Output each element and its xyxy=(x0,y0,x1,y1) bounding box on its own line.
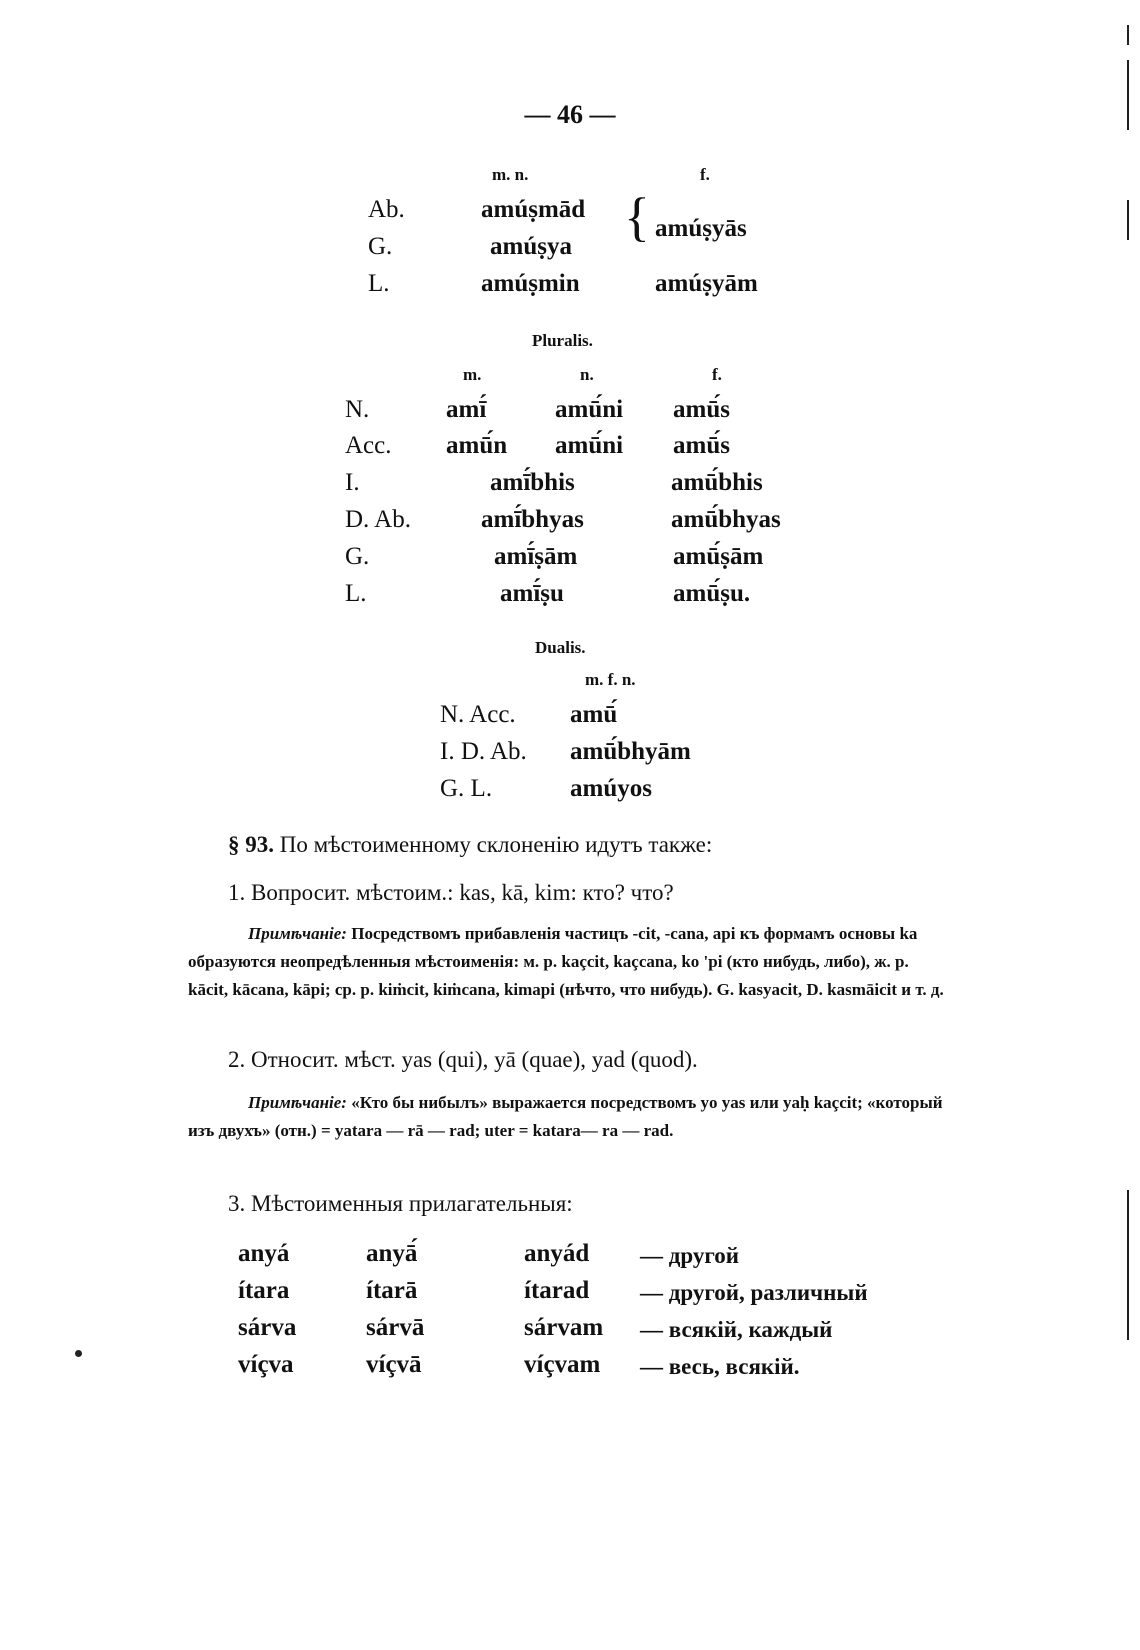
margin-mark xyxy=(1127,25,1129,45)
adj-m: víçva xyxy=(238,1351,294,1378)
note-text: Посредствомъ прибавленія частицъ -cit, -cana, api къ формамъ основы ka образуются неопредѣленныя мѣстоименія: м. р. kaçcit, kaçcana, ko 'pi (кто нибудь, либо), ж. р. kācit, kācana, kāpi; ср. р. kiṁcit, kiṁcana, kimapi (нѣчто, что нибудь). G. kasyacit, D. kasmāicit и т. д. xyxy=(188,924,944,999)
case-label: Ab. xyxy=(368,196,405,223)
form-mn: amúṣmin xyxy=(481,270,580,297)
adj-n: ítarad xyxy=(524,1277,590,1304)
case-label: G. xyxy=(368,233,393,260)
adj-f: sárvā xyxy=(366,1314,425,1341)
pluralis-title: Pluralis. xyxy=(532,331,593,350)
margin-mark xyxy=(1127,1190,1129,1340)
case-label: N. Acc. xyxy=(440,701,516,728)
form-f-shared: amúṣyās xyxy=(655,215,747,242)
form-f: amū́bhis xyxy=(671,469,763,496)
form-f: amū́s xyxy=(673,432,730,459)
adj-n: sárvam xyxy=(524,1314,604,1341)
section-number: § 93. xyxy=(228,832,274,857)
adj-n: anyád xyxy=(524,1240,590,1267)
form-f: amū́s xyxy=(673,396,730,423)
adj-m: sárva xyxy=(238,1314,297,1341)
form-mn: amī́ṣu xyxy=(500,580,564,607)
adj-gloss: — другой xyxy=(640,1243,739,1268)
form-mn: amúṣya xyxy=(490,233,572,260)
case-label: L. xyxy=(368,270,390,297)
margin-mark xyxy=(1127,200,1129,240)
dualis-col-headers: m. f. n. xyxy=(585,670,636,689)
col-header-f: f. xyxy=(712,365,722,384)
form-m: amī́ xyxy=(446,396,487,423)
form-mn: amúṣmād xyxy=(481,196,586,223)
adj-m: ítara xyxy=(238,1277,290,1304)
form-n: amū́ni xyxy=(555,432,624,459)
form-m: amū́n xyxy=(446,432,508,459)
item-1: 1. Вопросит. мѣстоим.: kas, kā, kim: кто? что? xyxy=(228,880,674,905)
form-f: amúṣyām xyxy=(655,270,758,297)
form: amū́ xyxy=(570,701,618,728)
note-2 xyxy=(188,1089,948,1145)
form-f: amū́ṣām xyxy=(673,543,764,570)
form-mn: amī́bhyas xyxy=(481,506,584,533)
note-1 xyxy=(188,920,948,1004)
case-label: I. xyxy=(345,469,360,496)
form-mn: amī́ṣām xyxy=(494,543,578,570)
item-2: 2. Относит. мѣст. yas (qui), yā (quae), yad (quod). xyxy=(228,1047,698,1072)
adj-f: ítarā xyxy=(366,1277,418,1304)
item-3: 3. Мѣстоименныя прилагательныя: xyxy=(228,1191,573,1216)
note-label: Примѣчаніе: xyxy=(248,924,347,943)
adj-m: anyá xyxy=(238,1240,290,1267)
col-header-n: n. xyxy=(580,365,594,384)
margin-dot xyxy=(75,1350,82,1357)
form-n: amū́ni xyxy=(555,396,624,423)
note-text: «Кто бы нибылъ» выражается посредствомъ yo yas или yaḥ kaçcit; «который изъ двухъ» (отн.) = yatara — rā — rad; uter = katara— ra — rad. xyxy=(188,1093,943,1140)
form-mn: amī́bhis xyxy=(490,469,575,496)
case-label: L. xyxy=(345,580,367,607)
page-number: — 46 — xyxy=(524,100,616,129)
note-label: Примѣчаніе: xyxy=(248,1093,347,1112)
form-f: amū́ṣu. xyxy=(673,580,751,607)
adj-gloss: — другой, различный xyxy=(640,1280,868,1305)
form-f: amū́bhyas xyxy=(671,506,781,533)
case-label: N. xyxy=(345,396,370,423)
adj-f: anyā́ xyxy=(366,1240,418,1267)
adj-n: víçvam xyxy=(524,1351,601,1378)
case-label: D. Ab. xyxy=(345,506,411,533)
case-label: G. xyxy=(345,543,370,570)
case-label: I. D. Ab. xyxy=(440,738,527,765)
section-title: По мѣстоименному склоненію идутъ также: xyxy=(279,832,713,857)
adj-gloss: — весь, всякій. xyxy=(640,1354,800,1379)
col-header-f: f. xyxy=(700,165,710,184)
form: amū́bhyām xyxy=(570,738,691,765)
case-label: Acc. xyxy=(345,432,392,459)
dualis-title: Dualis. xyxy=(535,638,586,657)
adj-f: víçvā xyxy=(366,1351,422,1378)
adj-gloss: — всякій, каждый xyxy=(640,1317,833,1342)
col-header-mn: m. n. xyxy=(492,165,529,184)
col-header-m: m. xyxy=(463,365,482,384)
form: amúyos xyxy=(570,775,652,802)
section-heading xyxy=(228,832,712,858)
case-label: G. L. xyxy=(440,775,493,802)
brace: { xyxy=(624,187,650,247)
